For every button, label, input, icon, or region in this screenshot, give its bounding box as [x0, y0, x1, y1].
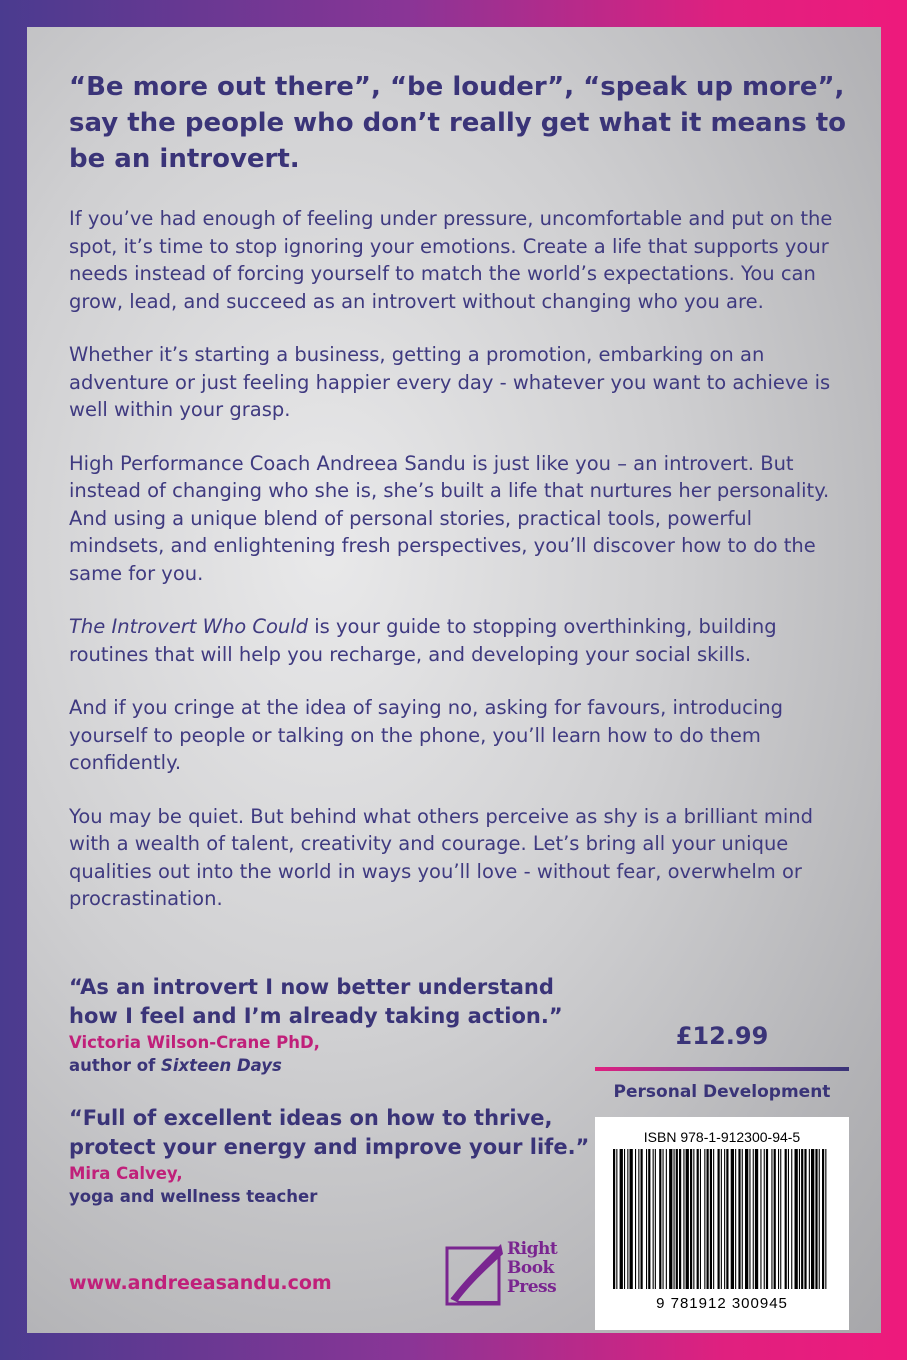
- category-label: Personal Development: [613, 1082, 831, 1102]
- barcode-bar: [713, 1149, 714, 1289]
- barcode-bar: [666, 1149, 667, 1289]
- testimonial-2-author: Mira Calvey,: [69, 1164, 183, 1183]
- barcode-bar: [825, 1149, 826, 1289]
- website-link[interactable]: www.andreeasandu.com: [69, 1272, 332, 1294]
- blurb-paragraph-1: If you’ve had enough of feeling under pressure, uncomfortable and put on the spot, it’s time to stop ignoring your emotions. Create a life that supports your needs instead of forcing yourself to match the world’s expectations. You can grow, lead, and succeed as an introvert without changing who you are.: [69, 207, 833, 313]
- barcode-bar: [674, 1149, 675, 1289]
- price-divider: [595, 1067, 849, 1071]
- blurb-paragraph-2: Whether it’s starting a business, getting a promotion, embarking on an adventure or just feeling happier every day - whatever you want to achieve is well within your grasp.: [69, 343, 831, 421]
- barcode-bar: [635, 1149, 636, 1289]
- barcode-bar: [791, 1149, 792, 1289]
- barcode-bar: [731, 1149, 734, 1289]
- barcode-bar: [655, 1149, 656, 1289]
- price: £12.99: [675, 1022, 769, 1050]
- blurb-paragraph-3: High Performance Coach Andreea Sandu is just like you – an introvert. But instead of changing who she is, she’s built a life that nurtures her personality. And using a unique blend of personal stories, practical tools, powerful mindsets, and enlightening fresh perspectives, you’ll discover how to do the same for you.: [69, 451, 830, 585]
- barcode-bar: [780, 1149, 781, 1289]
- barcode-bar: [669, 1149, 672, 1289]
- testimonial-2-role: yoga and wellness teacher: [69, 1187, 318, 1206]
- barcode-bar: [819, 1149, 820, 1289]
- testimonial-1: [69, 973, 609, 1077]
- barcode-bar: [641, 1149, 643, 1289]
- barcode-bar: [766, 1149, 768, 1289]
- barcode-bar: [690, 1149, 692, 1289]
- barcode-bar: [774, 1149, 776, 1289]
- barcode-bar: [788, 1149, 789, 1289]
- barcode-bar: [707, 1149, 709, 1289]
- barcode-bar: [724, 1149, 725, 1289]
- barcode-bar: [822, 1149, 824, 1289]
- publisher-line-2: Book: [507, 1258, 554, 1278]
- testimonial-1-role-book: Sixteen Days: [161, 1056, 282, 1075]
- barcode-bar: [721, 1149, 722, 1289]
- blurb-paragraph-5: And if you cringe at the idea of saying no, asking for favours, introducing yourself to people or talking on the phone, you’ll learn how to do them confidently.: [69, 696, 784, 774]
- barcode-bar: [815, 1149, 817, 1289]
- back-cover-panel: [27, 27, 881, 1333]
- barcode-bar: [801, 1149, 803, 1289]
- publisher-line-1: Right: [507, 1239, 558, 1259]
- barcode-bar: [735, 1149, 736, 1289]
- barcode-bar: [742, 1149, 743, 1289]
- barcode-bar: [760, 1149, 761, 1289]
- barcode-bar: [693, 1149, 694, 1289]
- barcode-bar: [613, 1149, 615, 1289]
- barcode-bar: [638, 1149, 639, 1289]
- barcode-bar: [686, 1149, 689, 1289]
- barcode-bar: [620, 1149, 623, 1289]
- barcode-bar: [646, 1149, 647, 1289]
- barcode-bar: [795, 1149, 798, 1289]
- barcode-bar: [799, 1149, 800, 1289]
- testimonial-1-author: Victoria Wilson-Crane PhD,: [69, 1033, 320, 1052]
- barcode-bar: [627, 1149, 628, 1289]
- barcode-bar: [764, 1149, 765, 1289]
- barcode-box: [595, 1117, 849, 1330]
- book-icon: [445, 1240, 507, 1310]
- testimonial-1-text: “As an introvert I now better understand how I feel and I’m already taking action.”: [69, 975, 563, 1028]
- barcode-bar: [745, 1149, 748, 1289]
- barcode-bar: [753, 1149, 754, 1289]
- barcode-bar: [718, 1149, 720, 1289]
- blurb: [69, 205, 849, 939]
- barcode-bar: [630, 1149, 633, 1289]
- blurb-paragraph-4-text: is your guide to stopping overthinking, building routines that will help you recharge, and developing your social skills.: [69, 615, 777, 666]
- barcode-bar: [710, 1149, 712, 1289]
- barcode-bar: [648, 1149, 650, 1289]
- barcode-bar: [697, 1149, 699, 1289]
- barcode-bar: [771, 1149, 772, 1289]
- barcode-bar: [778, 1149, 779, 1289]
- testimonial-2-text: “Full of excellent ideas on how to thrive, protect your energy and improve your life.”: [69, 1106, 590, 1159]
- testimonial-2: [69, 1104, 609, 1208]
- barcode-bar: [809, 1149, 810, 1289]
- barcode-bar: [785, 1149, 787, 1289]
- barcode-bar: [616, 1149, 617, 1289]
- barcode-bar: [811, 1149, 814, 1289]
- barcode-bar: [679, 1149, 681, 1289]
- barcode-bar: [653, 1149, 654, 1289]
- publisher-logo: [445, 1240, 575, 1310]
- barcode-bar: [683, 1149, 684, 1289]
- publisher-line-3: Press: [507, 1277, 557, 1297]
- testimonial-1-role-prefix: author of: [69, 1056, 161, 1075]
- blurb-paragraph-6: You may be quiet. But behind what others perceive as shy is a brilliant mind with a wealth of talent, creativity and courage. Let’s bring all your unique qualities out into the world in ways you’ll love - without fear, overwhelm or procrastination.: [69, 804, 814, 910]
- barcode-bar: [704, 1149, 705, 1289]
- barcode-bar: [700, 1149, 701, 1289]
- barcode: [613, 1149, 831, 1299]
- isbn-digits: 9 781912 300945: [656, 1295, 788, 1312]
- barcode-bar: [726, 1149, 728, 1289]
- barcode-bar: [738, 1149, 740, 1289]
- book-title: The Introvert Who Could: [69, 615, 309, 638]
- barcode-bar: [663, 1149, 664, 1289]
- publisher-name: [507, 1240, 557, 1297]
- barcode-bar: [624, 1149, 625, 1289]
- barcode-bar: [749, 1149, 750, 1289]
- barcode-bar: [659, 1149, 661, 1289]
- blurb-paragraph-4: [69, 613, 849, 668]
- barcode-bar: [755, 1149, 758, 1289]
- headline: “Be more out there”, “be louder”, “speak up more”, say the people who don’t really get what it means to be an introvert.: [69, 72, 847, 174]
- barcode-bar: [804, 1149, 806, 1289]
- testimonial-1-role: [69, 1054, 609, 1077]
- barcode-bar: [676, 1149, 678, 1289]
- isbn-label: ISBN 978-1-912300-94-5: [643, 1129, 801, 1145]
